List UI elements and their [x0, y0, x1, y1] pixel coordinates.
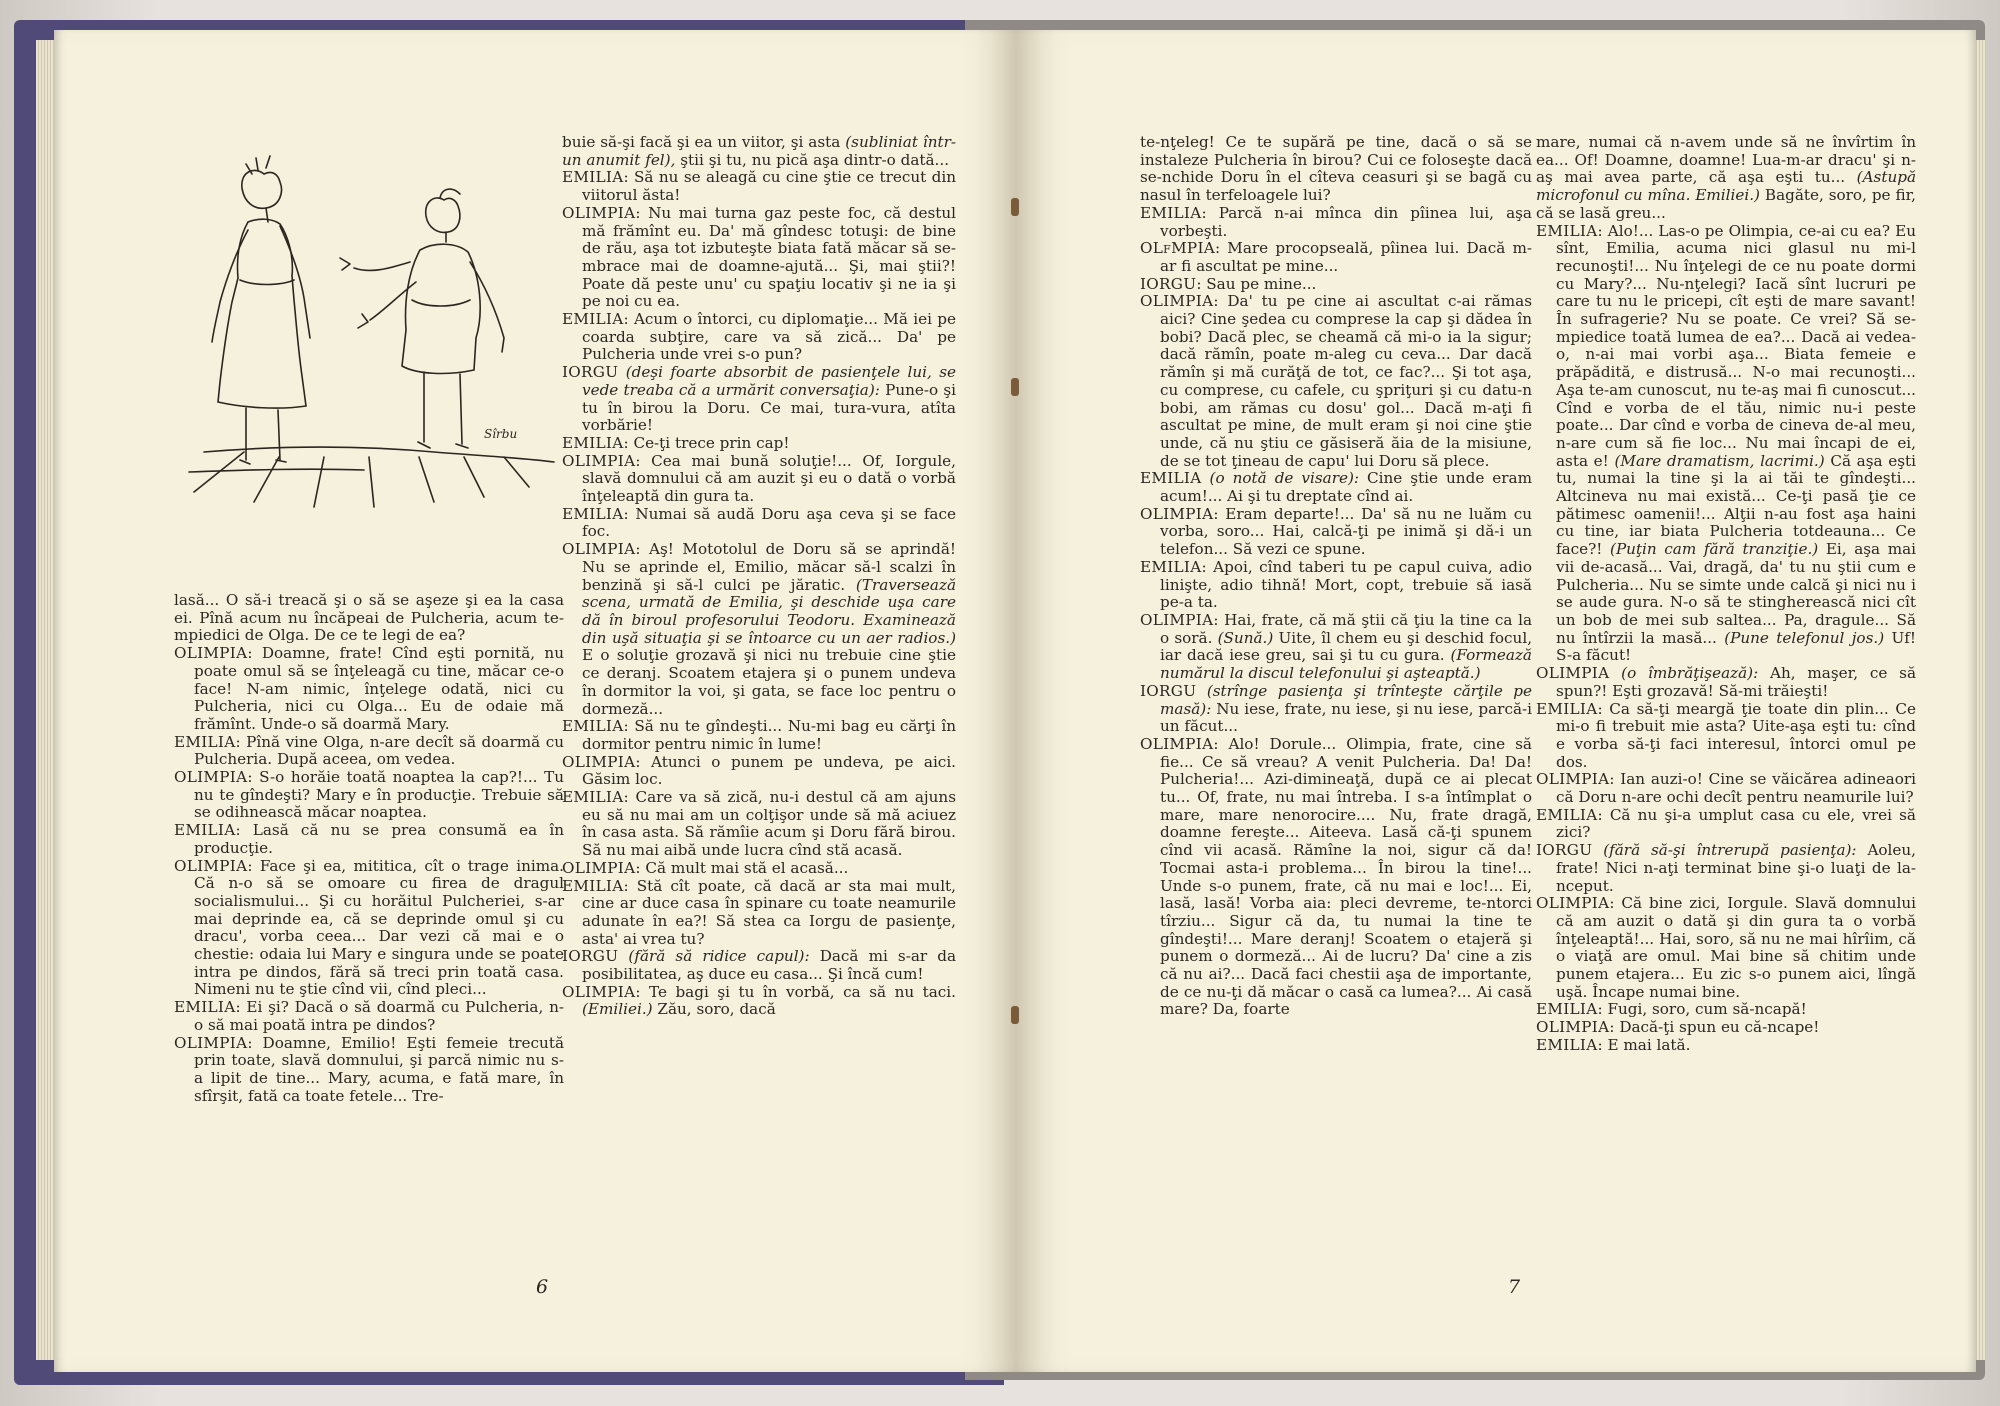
dialogue-text: : Să nu te gîndeşti... Nu-mi bag eu cărţi în dormitor pentru nimic în lume! [582, 717, 956, 753]
dialogue-paragraph [562, 205, 956, 311]
speaker-name: OLIMPIA [1140, 610, 1214, 629]
dialogue-paragraph [562, 718, 956, 753]
dialogue-text: lasă... O să-i treacă şi o să se aşeze şi ea la casa ei. Pînă acum nu încăpeai de Pulcheria, acum te-mpiedici de Olga. De ce te legi de ea? [174, 591, 564, 645]
speaker-name: IORGU [1536, 841, 1593, 860]
right-column-1 [1140, 134, 1532, 1019]
dialogue-paragraph [1536, 701, 1916, 772]
speaker-name: OLIMPIA [174, 768, 248, 787]
dialogue-text: : Doamne, frate! Cînd eşti pornită, nu poate omul să se înţeleagă cu tine, măcar ce-o face! N-am nimic, înţelege odată, nici cu Pulcheria, nici cu Olga... Eu de odaie mă frămînt. Unde-o să doarmă Mary. [194, 644, 564, 733]
binding-stitch [1011, 1006, 1019, 1024]
dialogue-paragraph [562, 984, 956, 1019]
left-column-1 [174, 592, 564, 1105]
left-column-2 [562, 134, 956, 1019]
dialogue-text: : Ca să-ţi meargă ţie toate din plin... Ce mi-o fi trebuit mie asta? Uite-aşa eşti tu: cînd e vorba să-ţi faci interesul, întorci omul pe dos. [1556, 699, 1916, 771]
dialogue-paragraph [562, 948, 956, 983]
speaker-name: IORGU [562, 947, 619, 966]
speaker-name: OLIMPIA [1140, 292, 1214, 311]
dialogue-paragraph [562, 453, 956, 506]
dialogue-text: : Atunci o punem pe undeva, pe aici. Găsim loc. [582, 752, 956, 789]
speaker-name: EMILIA [562, 876, 624, 895]
dialogue-text: : Că mult mai stă el acasă... [635, 858, 849, 877]
speaker-name: OLIMPIA [562, 752, 636, 771]
dialogue-paragraph [174, 592, 564, 645]
dialogue-text: buie să-şi facă şi ea un viitor, şi asta [562, 133, 841, 151]
stage-direction: (Pune telefonul jos.) [1724, 628, 1885, 647]
speaker-name: EMILIA [562, 717, 624, 736]
speaker-name: EMILIA [174, 821, 236, 840]
dialogue-paragraph [562, 789, 956, 860]
dialogue-text: ştii şi tu, nu pică aşa dintr-o dată... [680, 150, 950, 169]
dialogue-text: : Eram departe!... Da' să nu ne luăm cu vorba, soro... Hai, calcă-ţi pe inimă şi dă-i un telefon... Să vezi ce spune. [1160, 504, 1532, 559]
speaker-name: OLIMPIA [174, 1033, 248, 1052]
stage-direction: (fără să ridice capul): [628, 947, 810, 966]
dialogue-paragraph [1140, 470, 1532, 505]
illustration-two-women [184, 152, 564, 532]
dialogue-text: : Sau pe mine... [1196, 274, 1317, 293]
illustration-signature: Sîrbu [484, 427, 518, 441]
dialogue-paragraph [1536, 895, 1916, 1001]
dialogue-paragraph [1140, 276, 1532, 294]
dialogue-paragraph [562, 541, 956, 718]
dialogue-text: : Că bine zici, Iorgule. Slavă domnului că am auzit o dată şi din gura ta o vorbă înţeleaptă!... Hai, soro, să nu ne mai hîrîim, că o viaţă are omul. Mai bine să chitim unde punem etajera... Eu zic s-o punem aici, lîngă uşă. Încape numai bine. [1556, 894, 1916, 1001]
stage-direction: (Puţin cam fără tranziţie.) [1610, 540, 1819, 559]
speaker-name: IORGU [1140, 681, 1197, 700]
dialogue-text: Ah, maşer, ce să spun?! Eşti grozavă! Să-mi trăieşti! [1556, 664, 1916, 700]
dialogue-text: mare, numai că n-avem unde să ne învîrtim în ea... Of! Doamne, doamne! Lua-m-ar dracu' şi n-aş mai avea parte, că aşa eşti tu... [1536, 133, 1916, 187]
speaker-name: EMILIA [562, 788, 624, 807]
speaker-name: EMILIA [562, 504, 624, 523]
dialogue-paragraph [1536, 842, 1916, 895]
dialogue-paragraph [1536, 1019, 1916, 1037]
speaker-name: EMILIA [174, 732, 236, 751]
dialogue-text: : Face şi ea, mititica, cît o trage inima. Că n-o să se omoare cu firea de dragul socialismului... Şi cu horăitul Pulcheriei, s-ar mai deprinde ea, că se deprinde omul şi cu dracu', vorba ceea... Dar vezi că mai e o chestie: odaia lui Mary e singura unde se poate intra pe dindos, fără să treci prin toată casa. Nimeni nu te ştie cînd vii, cînd pleci... [194, 856, 564, 999]
stage-direction: (Formează numărul la discul telefonului şi aşteaptă.) [1160, 646, 1532, 683]
dialogue-text: : Ce-ţi trece prin cap! [623, 433, 790, 452]
speaker-name: OLIMPIA [562, 203, 636, 222]
stage-direction: (o îmbrăţişează): [1621, 664, 1759, 683]
dialogue-paragraph [1140, 736, 1532, 1019]
dialogue-text: Nu iese, frate, nu iese, şi nu iese, parcă-i un făcut... [1160, 699, 1532, 736]
dialogue-text: : Nu mai turna gaz peste foc, că destul mă frămînt eu. Da' mă gîndesc totuşi: de bine de rău, aşa tot izbuteşte biata fată măcar să se-mbrace mai de doamne-ajută... Şi, mai ştii?! Poate dă peste unu' cu spaţiu locativ şi ne ia şi pe noi cu ea. [582, 203, 956, 311]
dialogue-text: te-nţeleg! Ce te supără pe tine, dacă o să se instaleze Pulcheria în birou? Cui ce foloseşte dacă se-nchide Doru în el cîteva ceasuri şi se bagă cu nasul în terfeloagele lui? [1140, 133, 1532, 205]
dialogue-text: : Dacă-ţi spun eu că-ncape! [1609, 1018, 1820, 1037]
dialogue-text: Aoleu, frate! Nici n-aţi terminat bine şi-o luaţi de la-nceput. [1556, 841, 1917, 895]
dialogue-paragraph [1140, 559, 1532, 612]
dialogue-text: Pune-o şi tu în birou la Doru. Ce mai, tura-vura, atîta vorbărie! [582, 380, 956, 435]
speaker-name: OLIMPIA [1536, 894, 1610, 913]
binding-stitch [1011, 198, 1019, 216]
dialogue-paragraph [174, 999, 564, 1034]
dialogue-paragraph [174, 858, 564, 1000]
dialogue-text: E o soluţie grozavă şi nici nu trebuie cine ştie ce deranj. Scoatem etajera şi o punem undeva în dormitor la voi, şi gata, se face loc pentru o dormeză... [582, 646, 956, 718]
dialogue-paragraph [562, 134, 956, 169]
dialogue-text: : Ei şi? Dacă o să doarmă cu Pulcheria, n-o să mai poată intra pe dindos? [194, 998, 564, 1034]
dialogue-paragraph [562, 311, 956, 364]
dialogue-text: : Acum o întorci, cu diplomaţie... Mă iei pe coarda subţire, care va să zică... Da' pe Pulcheria unde vrei s-o pun? [582, 310, 956, 364]
dialogue-paragraph [562, 506, 956, 541]
dialogue-text: : Alo! Dorule... Olimpia, frate, cine să fie... Ce să vreau? A venit Pulcheria. Da! Da! Pulcheria!... Azi-dimineaţă, după ce ai plecat tu... Of, frate, nu mai întreba. I s-a întîmplat o mare, mare nenorocire.... Nu, frate dragă, doamne fereşte... Aiteeva. Lasă că-ţi spunem cînd vii acasă. Rămîne la noi, sigur că da! Tocmai asta-i problema... În birou la tine!... Unde s-o punem, frate, că nu mai e loc!... Ei, lasă, lasă! Vorba aia: pleci devreme, te-ntorci tîrziu... Sigur că da, tu numai la tine te gîndeşti!... Mare deranj! Scoatem o etajeră şi punem o dormeză... Ai de lucru? Da' cine a zis că nu ai?... Dacă faci chestii aşa de importante, de ce nu-ţi dă măcar o casă ca lumea?... Ai casă mare? Da, foarte [1160, 734, 1532, 1019]
dialogue-paragraph [1536, 771, 1916, 806]
dialogue-text: Bagăte, soro, pe fir, că se lasă greu... [1536, 186, 1916, 222]
dialogue-text: : Pînă vine Olga, n-are decît să doarmă cu Pulcheria. După aceea, om vedea. [194, 732, 564, 769]
dialogue-text: : Stă cît poate, că dacă ar sta mai mult, cine ar duce casa în spinare cu toate neamurile adunate în ea?! Să stea ca Iorgu de pasienţe, asta' ai vrea tu? [582, 876, 956, 948]
right-page [1016, 30, 1976, 1372]
dialogue-paragraph [1140, 293, 1532, 470]
speaker-name: EMILIA [1140, 557, 1202, 576]
speaker-name: EMILIA [1536, 805, 1598, 824]
dialogue-text: : Numai să audă Doru aşa ceva şi se face foc. [582, 504, 956, 541]
speaker-name: OLIMPIA [1536, 770, 1610, 789]
dialogue-paragraph [1536, 665, 1916, 700]
dialogue-paragraph [174, 769, 564, 822]
dialogue-paragraph [1140, 506, 1532, 559]
dialogue-paragraph [174, 645, 564, 734]
speaker-name: OLIMPIA [174, 856, 248, 875]
dialogue-text: : Te bagi şi tu în vorbă, ca să nu taci. [635, 982, 956, 1001]
speaker-name: IORGU [562, 363, 619, 382]
speaker-name: EMILIA [1140, 203, 1202, 222]
speaker-name: OLIMPIA [562, 982, 636, 1001]
dialogue-paragraph [1140, 683, 1532, 736]
right-column-2 [1536, 134, 1916, 1055]
binding-stitch [1011, 378, 1019, 396]
dialogue-text: : Că nu şi-a umplut casa cu ele, vrei să zici? [1556, 805, 1916, 842]
dialogue-paragraph [562, 754, 956, 789]
dialogue-text: : Care va să zică, nu-i destul că am ajuns eu să nu mai am un colţişor unde să mă aciuez în casa asta. Să rămîie acum şi Doru fără birou. Să nu mai aibă unde lucra cînd stă acasă. [582, 788, 956, 860]
speaker-name: OLIMPIA [562, 540, 636, 559]
dialogue-text: Cine ştie unde eram acum!... Ai şi tu dreptate cînd ai. [1160, 469, 1533, 506]
dialogue-text: Ei, aşa mai vii de-acasă... Vai, dragă, da' tu nu ştii cum e Pulcheria... Nu se simte unde calcă şi nici nu i se aude gura. N-o să te stingherească nici cît un bob de mei sub saltea... Pa, dragule... Să nu întîrzii la masă... [1556, 540, 1917, 647]
dialogue-paragraph [1140, 134, 1532, 205]
dialogue-paragraph [1140, 205, 1532, 240]
speaker-name: OLIMPIA [1536, 664, 1610, 683]
speaker-name: EMILIA [562, 168, 624, 187]
stage-direction: (Mare dramatism, lacrimi.) [1614, 451, 1825, 470]
dialogue-text: : Apoi, cînd taberi tu pe capul cuiva, adio linişte, adio tihnă! Mort, copt, trebuie să iasă pe-a ta. [1160, 557, 1532, 612]
dialogue-text: : E mai lată. [1597, 1035, 1691, 1054]
stage-direction: (Traversează scena, urmată de Emilia, şi deschide uşa care dă în biroul profesorului Teodoru. Examinează din uşă situaţia şi se întoarce cu un aer radios.) [582, 575, 957, 647]
dialogue-paragraph [174, 822, 564, 857]
speaker-name: EMILIA [1140, 469, 1202, 488]
stage-direction: (Emiliei.) [582, 1000, 653, 1019]
stage-direction: (Astupă microfonul cu mîna. Emiliei.) [1536, 168, 1917, 205]
dialogue-paragraph [1536, 1001, 1916, 1019]
speaker-name: EMILIA [1536, 221, 1598, 240]
page-number-right: 7 [1508, 1276, 1521, 1298]
speaker-name: EMILIA [562, 433, 624, 452]
dialogue-paragraph [174, 1035, 564, 1106]
page-edges-left [36, 40, 56, 1360]
page-number-left: 6 [536, 1276, 549, 1298]
dialogue-paragraph [1536, 223, 1916, 666]
dialogue-paragraph [1536, 1037, 1916, 1055]
dialogue-paragraph [562, 364, 956, 435]
dialogue-text: : Să nu se aleagă cu cine ştie ce trecut din viitorul ăsta! [582, 168, 956, 205]
dialogue-text: : Cea mai bună soluţie!... Of, Iorgule, slavă domnului că am auzit şi eu o dată o vorbă înţeleaptă din gura ta. [582, 451, 956, 506]
dialogue-text: Zău, soro, dacă [657, 1000, 776, 1019]
dialogue-text: : Parcă n-ai mînca din pîinea lui, aşa vorbeşti. [1160, 203, 1532, 240]
dialogue-text: : S-o horăie toată noaptea la cap?!... Tu nu te gîndeşti? Mary e în producţie. Trebuie să se odihnească măcar noaptea. [194, 768, 564, 822]
dialogue-paragraph [1536, 807, 1916, 842]
speaker-name: OLfMPIA [1140, 239, 1216, 258]
dialogue-paragraph [562, 878, 956, 949]
speaker-name: OLIMPIA [562, 858, 636, 877]
dialogue-text: : Ian auzi-o! Cine se văicărea adineaori că Doru n-are ochi decît pentru neamurile lui? [1556, 770, 1916, 807]
speaker-name: OLIMPIA [1140, 504, 1214, 523]
dialogue-text: : Lasă că nu se prea consumă ea în producţie. [194, 821, 564, 857]
dialogue-text: Uite, îl chem eu şi deschid focul, iar dacă iese greu, sai şi tu cu gura. [1160, 628, 1533, 665]
speaker-name: OLIMPIA [174, 644, 248, 663]
stage-direction: (deşi foarte absorbit de pasienţele lui, se vede treaba că a urmărit conversaţia): [582, 363, 957, 399]
dialogue-paragraph [562, 860, 956, 878]
left-page [54, 30, 1016, 1372]
dialogue-text: Dacă mi s-ar da posibilitatea, aş duce eu casa... Şi încă cum! [582, 947, 957, 984]
speaker-name: OLIMPIA [1536, 1018, 1610, 1037]
speaker-name: OLIMPIA [1140, 734, 1214, 753]
stage-direction: (fără să-şi întrerupă pasienţa): [1603, 841, 1857, 860]
speaker-name: EMILIA [174, 998, 236, 1017]
dialogue-paragraph [1536, 134, 1916, 223]
dialogue-text: : Fugi, soro, cum să-ncapă! [1597, 1000, 1807, 1019]
speaker-name: IORGU [1140, 274, 1197, 293]
dialogue-text: Uf! S-a făcut! [1556, 628, 1916, 665]
dialogue-paragraph [174, 734, 564, 769]
stage-direction: (Sună.) [1217, 628, 1274, 647]
speaker-name: OLIMPIA [562, 451, 636, 470]
dialogue-text: Că aşa eşti tu, numai la tine şi la ai tăi te gîndeşti... Altcineva nu mai există... Ce-ţi pasă ţie ce pătimesc oamenii!... Alţii n-au fost aşa haini cu tine, iar biata Pulcheria totdeauna... Ce face?! [1556, 451, 1917, 559]
stage-direction: (subliniat într-un anumit fel), [562, 133, 956, 169]
stage-direction: (o notă de visare): [1209, 469, 1359, 488]
speaker-name: EMILIA [1536, 1000, 1598, 1019]
dialogue-text: : Aş! Mototolul de Doru să se aprindă! Nu se aprinde el, Emilio, măcar să-l scalzi în benzină şi să-l culci pe jăratic. [582, 540, 956, 594]
dialogue-text: : Da' tu pe cine ai ascultat c-ai rămas aici? Cine şedea cu comprese la cap şi dădea în bobi? Dacă plec, se cheamă că mi-o ia la sigur; dacă rămîn, poate m-aleg cu ceva... Dar dacă rămîn şi mă curăţă de tot, ce fac?... Şi tot aşa, cu comprese, cu cafele, cu şpriţuri şi cu datu-n bobi, am rămas cu dosu' gol... Dacă m-aţi fi ascultat pe mine, de mult eram şi noi cine ştie unde, că nu ştiu ce găsiseră ăia de la misiune, de se tot ţineau de capu' lui Doru să plece. [1160, 292, 1532, 470]
dialogue-text: : Alo!... Las-o pe Olimpia, ce-ai cu ea? Eu sînt, Emilia, acuma nici glasul nu mi-l recunoşti!... Nu înţelegi de ce nu poate dormi cu Mary?... Nu-nţelegi? Iacă sînt lucruri pe care tu nu le pricepi, cît eşti de mare savant! În sufragerie? Nu se poate. Ce vrei? Să se-mpiedice toată lumea de ea?... Dacă ai vedea-o, n-ai mai vorbi aşa... Biata femeie e prăpădită, e distrusă... N-o mai recunoşti... Aşa te-am cunoscut, nu te-aş mai fi cunoscut... Cînd e vorba de el tău, nimic nu-i peste poate... Dar cînd e vorba de cineva de-al meu, n-are cum să fie loc... Nu mai încapi de ei, asta e! [1556, 221, 1916, 470]
dialogue-paragraph [1140, 240, 1532, 275]
dialogue-text: : Hai, frate, că mă ştii că ţiu la tine ca la o soră. [1160, 610, 1532, 647]
dialogue-text: : Mare procopseală, pîinea lui. Dacă m-ar fi ascultat pe mine... [1160, 239, 1532, 275]
dialogue-paragraph [562, 169, 956, 204]
speaker-name: EMILIA [1536, 699, 1598, 718]
dialogue-text: : Doamne, Emilio! Eşti femeie trecută prin toate, slavă domnului, şi parcă nimic nu s-a lipit de tine... Mary, acuma, e fată mare, în sfîrşit, fată ca toate fetele... Tre- [194, 1033, 564, 1105]
stage-direction: (strînge pasienţa şi trînteşte cărţile pe masă): [1160, 681, 1533, 718]
speaker-name: EMILIA [562, 310, 624, 329]
speaker-name: EMILIA [1536, 1035, 1598, 1054]
dialogue-paragraph [562, 435, 956, 453]
dialogue-paragraph [1140, 612, 1532, 683]
